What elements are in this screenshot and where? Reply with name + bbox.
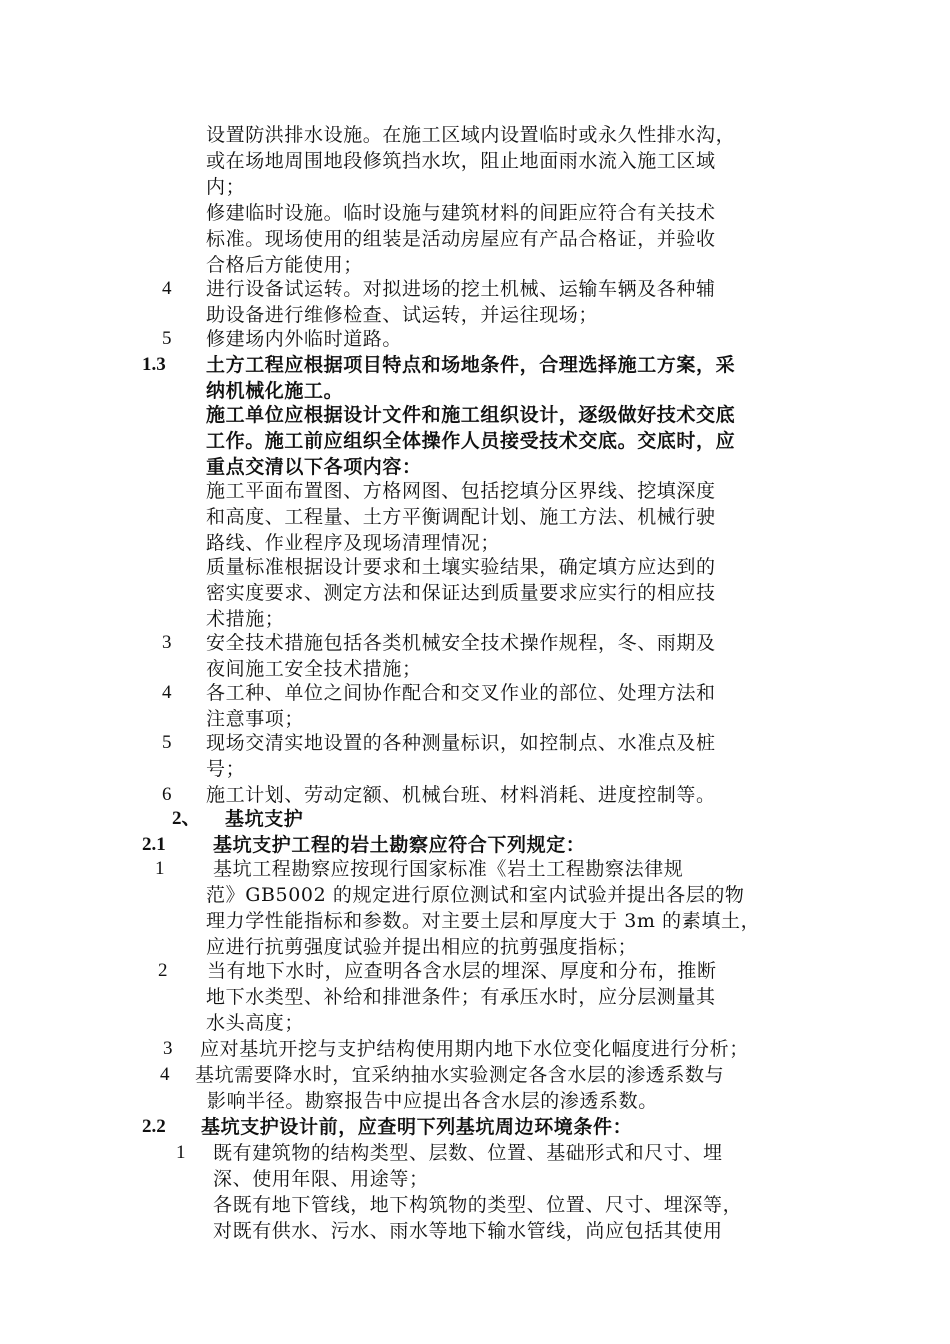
text-line	[0, 856, 950, 882]
list-number: 1	[176, 1142, 186, 1163]
line-text: 水头高度；	[206, 1012, 305, 1034]
text-line	[0, 454, 950, 480]
line-text: 对既有供水、污水、雨水等地下输水管线，尚应包括其使用	[213, 1220, 723, 1242]
text-line	[0, 680, 950, 706]
line-text: 范》GB5002 的规定进行原位测试和室内试验并提出各层的物	[206, 884, 745, 906]
list-number: 1.3	[142, 354, 166, 375]
text-line	[0, 378, 950, 404]
line-text: 修建场内外临时道路。	[206, 328, 403, 350]
text-line	[0, 200, 950, 226]
line-text: 基坑需要降水时，宜采纳抽水实验测定各含水层的渗透系数与	[195, 1064, 725, 1086]
line-text: 注意事项；	[206, 708, 305, 730]
text-line	[0, 252, 950, 278]
text-line	[0, 630, 950, 656]
line-text: 助设备进行维修检查、试运转，并运往现场；	[206, 304, 599, 326]
line-text: 影响半径。勘察报告中应提出各含水层的渗透系数。	[207, 1090, 658, 1112]
text-line	[0, 530, 950, 556]
line-text: 应对基坑开挖与支护结构使用期内地下水位变化幅度进行分析；	[200, 1038, 749, 1060]
list-number: 5	[162, 732, 172, 753]
text-line	[0, 504, 950, 530]
text-line	[0, 1114, 950, 1140]
text-line	[0, 402, 950, 428]
line-text: 既有建筑物的结构类型、层数、位置、基础形式和尺寸、埋	[213, 1142, 723, 1164]
list-number: 2.1	[142, 834, 166, 855]
line-text: 各工种、单位之间协作配合和交叉作业的部位、处理方法和	[206, 682, 716, 704]
line-text: 或在场地周围地段修筑挡水坎，阻止地面雨水流入施工区域	[206, 150, 716, 172]
text-line	[0, 782, 950, 808]
line-text: 术措施；	[206, 608, 285, 630]
line-text: 重点交清以下各项内容：	[206, 456, 422, 478]
list-number: 4	[162, 682, 172, 703]
line-text: 设置防洪排水设施。在施工区域内设置临时或永久性排水沟，	[206, 124, 736, 146]
line-text: 应进行抗剪强度试验并提出相应的抗剪强度指标；	[206, 936, 638, 958]
text-line	[0, 882, 950, 908]
text-line	[0, 1192, 950, 1218]
list-number: 6	[162, 784, 172, 805]
line-text: 基坑支护	[225, 808, 304, 830]
line-text: 和高度、工程量、土方平衡调配计划、施工方法、机械行驶	[206, 506, 716, 528]
line-text: 理力学性能指标和参数。对主要土层和厚度大于 3m 的素填土，	[206, 910, 761, 932]
line-text: 施工单位应根据设计文件和施工组织设计，逐级做好技术交底	[206, 404, 736, 426]
line-text: 夜间施工安全技术措施；	[206, 658, 422, 680]
line-text: 号；	[206, 758, 246, 780]
text-line	[0, 478, 950, 504]
text-line	[0, 326, 950, 352]
text-line	[0, 606, 950, 632]
line-text: 施工平面布置图、方格网图、包括挖填分区界线、挖填深度	[206, 480, 716, 502]
list-number: 2、	[172, 808, 201, 829]
line-text: 基坑支护工程的岩土勘察应符合下列规定：	[213, 834, 586, 856]
text-line	[0, 1088, 950, 1114]
list-number: 2	[158, 960, 168, 981]
line-text: 安全技术措施包括各类机械安全技术操作规程，冬、雨期及	[206, 632, 716, 654]
text-line	[0, 832, 950, 858]
line-text: 修建临时设施。临时设施与建筑材料的间距应符合有关技术	[206, 202, 716, 224]
text-line	[0, 706, 950, 732]
list-number: 3	[163, 1038, 173, 1059]
line-text: 内；	[206, 176, 246, 198]
list-number: 3	[162, 632, 172, 653]
line-text: 深、使用年限、用途等；	[213, 1168, 429, 1190]
list-number: 2.2	[142, 1116, 166, 1137]
list-number: 4	[162, 278, 172, 299]
text-line	[0, 730, 950, 756]
text-line	[0, 148, 950, 174]
text-line	[0, 1036, 950, 1062]
line-text: 基坑支护设计前，应查明下列基坑周边环境条件：	[201, 1116, 633, 1138]
text-line	[0, 1140, 950, 1166]
list-number: 5	[162, 328, 172, 349]
text-line	[0, 554, 950, 580]
line-text: 施工计划、劳动定额、机械台班、材料消耗、进度控制等。	[206, 784, 716, 806]
line-text: 各既有地下管线，地下构筑物的类型、位置、尺寸、埋深等，	[213, 1194, 743, 1216]
line-text: 质量标准根据设计要求和土壤实验结果，确定填方应达到的	[206, 556, 716, 578]
text-line	[0, 428, 950, 454]
line-text: 当有地下水时，应查明各含水层的埋深、厚度和分布，推断	[207, 960, 717, 982]
text-line	[0, 1218, 950, 1244]
line-text: 土方工程应根据项目特点和场地条件，合理选择施工方案，采	[206, 354, 736, 376]
text-line	[0, 1166, 950, 1192]
list-number: 4	[160, 1064, 170, 1085]
line-text: 纳机械化施工。	[206, 380, 344, 402]
text-line	[0, 174, 950, 200]
text-line	[0, 806, 950, 832]
text-line	[0, 580, 950, 606]
text-line	[0, 352, 950, 378]
line-text: 进行设备试运转。对拟进场的挖土机械、运输车辆及各种辅	[206, 278, 716, 300]
line-text: 基坑工程勘察应按现行国家标准《岩土工程勘察法律规	[213, 858, 684, 880]
text-line	[0, 1010, 950, 1036]
text-line	[0, 756, 950, 782]
line-text: 路线、作业程序及现场清理情况；	[206, 532, 501, 554]
line-text: 合格后方能使用；	[206, 254, 363, 276]
text-line	[0, 656, 950, 682]
list-number: 1	[155, 858, 165, 879]
text-line	[0, 908, 950, 934]
line-text: 密实度要求、测定方法和保证达到质量要求应实行的相应技	[206, 582, 716, 604]
text-line	[0, 1062, 950, 1088]
text-line	[0, 122, 950, 148]
line-text: 工作。施工前应组织全体操作人员接受技术交底。交底时，应	[206, 430, 736, 452]
line-text: 现场交清实地设置的各种测量标识，如控制点、水准点及桩	[206, 732, 716, 754]
text-line	[0, 934, 950, 960]
text-line	[0, 958, 950, 984]
text-line	[0, 302, 950, 328]
text-line	[0, 226, 950, 252]
text-line	[0, 984, 950, 1010]
line-text: 标准。现场使用的组装是活动房屋应有产品合格证，并验收	[206, 228, 716, 250]
line-text: 地下水类型、补给和排泄条件；有承压水时，应分层测量其	[206, 986, 716, 1008]
text-line	[0, 276, 950, 302]
